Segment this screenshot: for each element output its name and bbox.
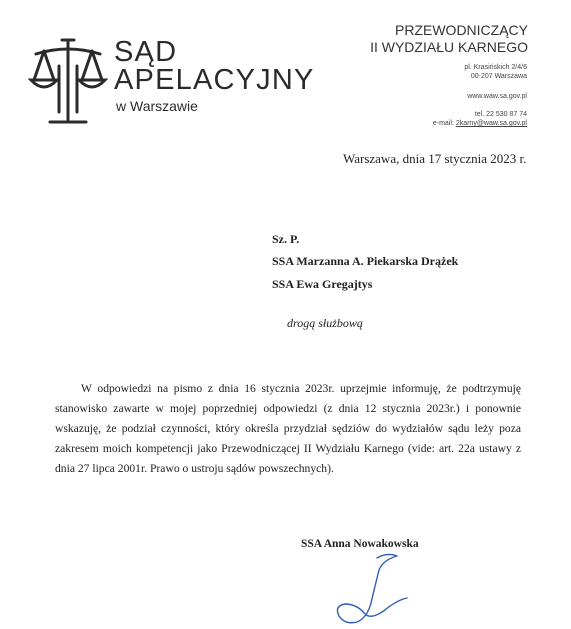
letter-body <box>55 379 521 479</box>
phone: tel. 22 530 87 74 <box>474 111 527 118</box>
sender-contact <box>433 63 527 128</box>
logo-line-city: w Warszawie <box>116 98 198 114</box>
body-paragraph: W odpowiedzi na pismo z dnia 16 stycznia 2023r. uprzejmie informuję, że podtrzymuję stanowisko zawarte w mojej poprzedniej odpowiedzi (z dnia 12 stycznia 2023r.) i ponownie wskazuję, że podział czynności, który określa przydział sędziów do wydziałów sądu leży poza zakresem moich kompetencji jako Przewodniczącej II Wydziału Karnego (vide: art. 22a ustawy z dnia 27 lipca 2001r. Prawo o ustroju sądów powszechnych). <box>55 382 521 475</box>
signer-name: SSA Anna Nowakowska <box>301 538 419 550</box>
email-label: e-mail: <box>432 120 454 127</box>
website: www.waw.sa.gov.pl <box>467 93 527 100</box>
delivery-route: drogą służbową <box>287 316 363 330</box>
sender-title <box>370 22 528 56</box>
address-line1: pl. Krasińskich 2/4/6 <box>464 64 527 71</box>
recipient-1: SSA Marzanna A. Piekarska Drążek <box>272 254 459 268</box>
scales-of-justice-icon <box>28 36 108 126</box>
sender-title-line1: PRZEWODNICZĄCY <box>395 22 528 38</box>
sender-title-line2: II WYDZIAŁU KARNEGO <box>370 39 528 55</box>
recipient-2: SSA Ewa Gregajtys <box>272 277 373 291</box>
logo-line-sad: SĄD <box>114 36 178 68</box>
court-logo <box>114 38 315 114</box>
address-line2: 00-207 Warszawa <box>470 73 527 80</box>
letter-date: Warszawa, dnia 17 stycznia 2023 r. <box>343 151 527 166</box>
logo-line-apelacyjny: APELACYJNY <box>114 64 315 96</box>
email-line <box>433 119 527 128</box>
handwritten-signature <box>325 548 420 629</box>
recipient-salutation: Sz. P. <box>272 232 300 246</box>
email-link[interactable]: 2karny@waw.sa.gov.pl <box>455 120 527 127</box>
